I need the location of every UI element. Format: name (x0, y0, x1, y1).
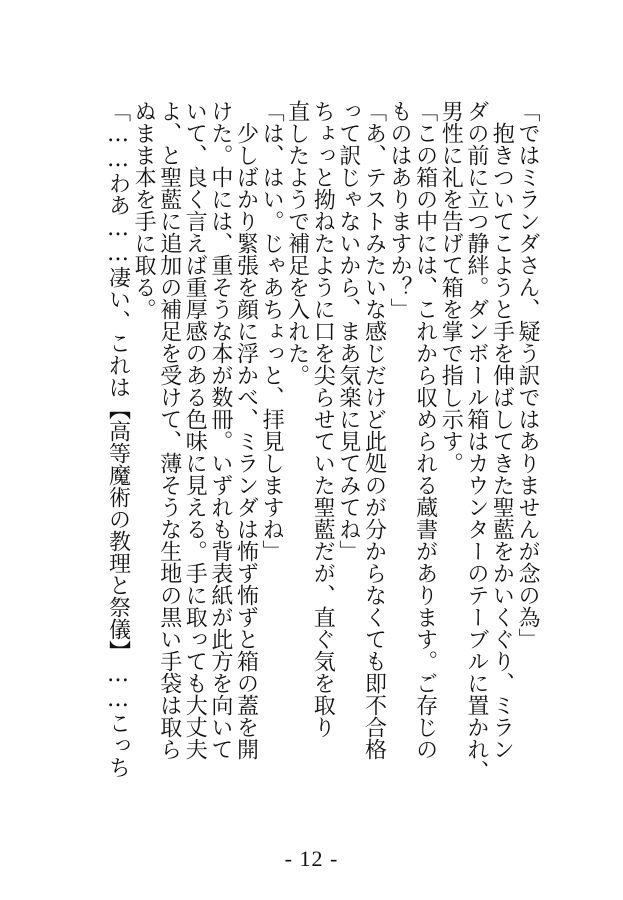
text-line: ものはありますか？」 (387, 100, 413, 320)
text-line: ぬまま本を手に取る。 (131, 100, 157, 320)
text-line: けた。中には、重そうな本が数冊。いずれも背表紙が此方を向いて (207, 100, 233, 760)
page-number: - 12 - (284, 846, 339, 871)
text-line: よ、と聖藍に追加の補足を受けて、薄そうな生地の黒い手袋は取ら (156, 100, 182, 760)
text-line: 「この箱の中には、これから収められる蔵書があります。ご存じの (412, 100, 438, 760)
text-line: 「あ、テストみたいな感じだけど此処のが分からなくても即不合格 (361, 100, 387, 760)
text-line: ダの前に立つ静絆。ダンボール箱はカウンターのテーブルに置かれ、 (463, 100, 489, 782)
text-line: 抱きついてこようと手を伸ばしてきた聖藍をかいくぐり、ミラン (489, 100, 515, 760)
text-line: ちょっと拗ねたように口を尖らせていた聖藍だが、直ぐ気を取り (310, 100, 336, 738)
text-line: 「は、はい。じゃあちょっと、拝見しますね」 (259, 100, 285, 562)
text-line: 「ではミランダさん、疑う訳ではありませんが念の為」 (515, 100, 540, 650)
text-line: いて、良く言えば重厚感のある色味に見える。手に取っても大丈夫 (182, 100, 208, 760)
text-line: 直したようで補足を入れた。 (284, 100, 310, 386)
vertical-text-body (88, 100, 540, 790)
text-line: 少しばかり緊張を顔に浮かべ、ミランダは怖ず怖ずと箱の蓋を開 (233, 100, 259, 760)
text-line: 「……わあ……凄い、これは【高等魔術の教理と祭儀】……こっち (105, 100, 131, 778)
text-line: 男性に礼を告げて箱を掌で指し示す。 (438, 100, 464, 474)
text-line: って訳じゃないから、まあ気楽に見てみてね」 (335, 100, 361, 562)
